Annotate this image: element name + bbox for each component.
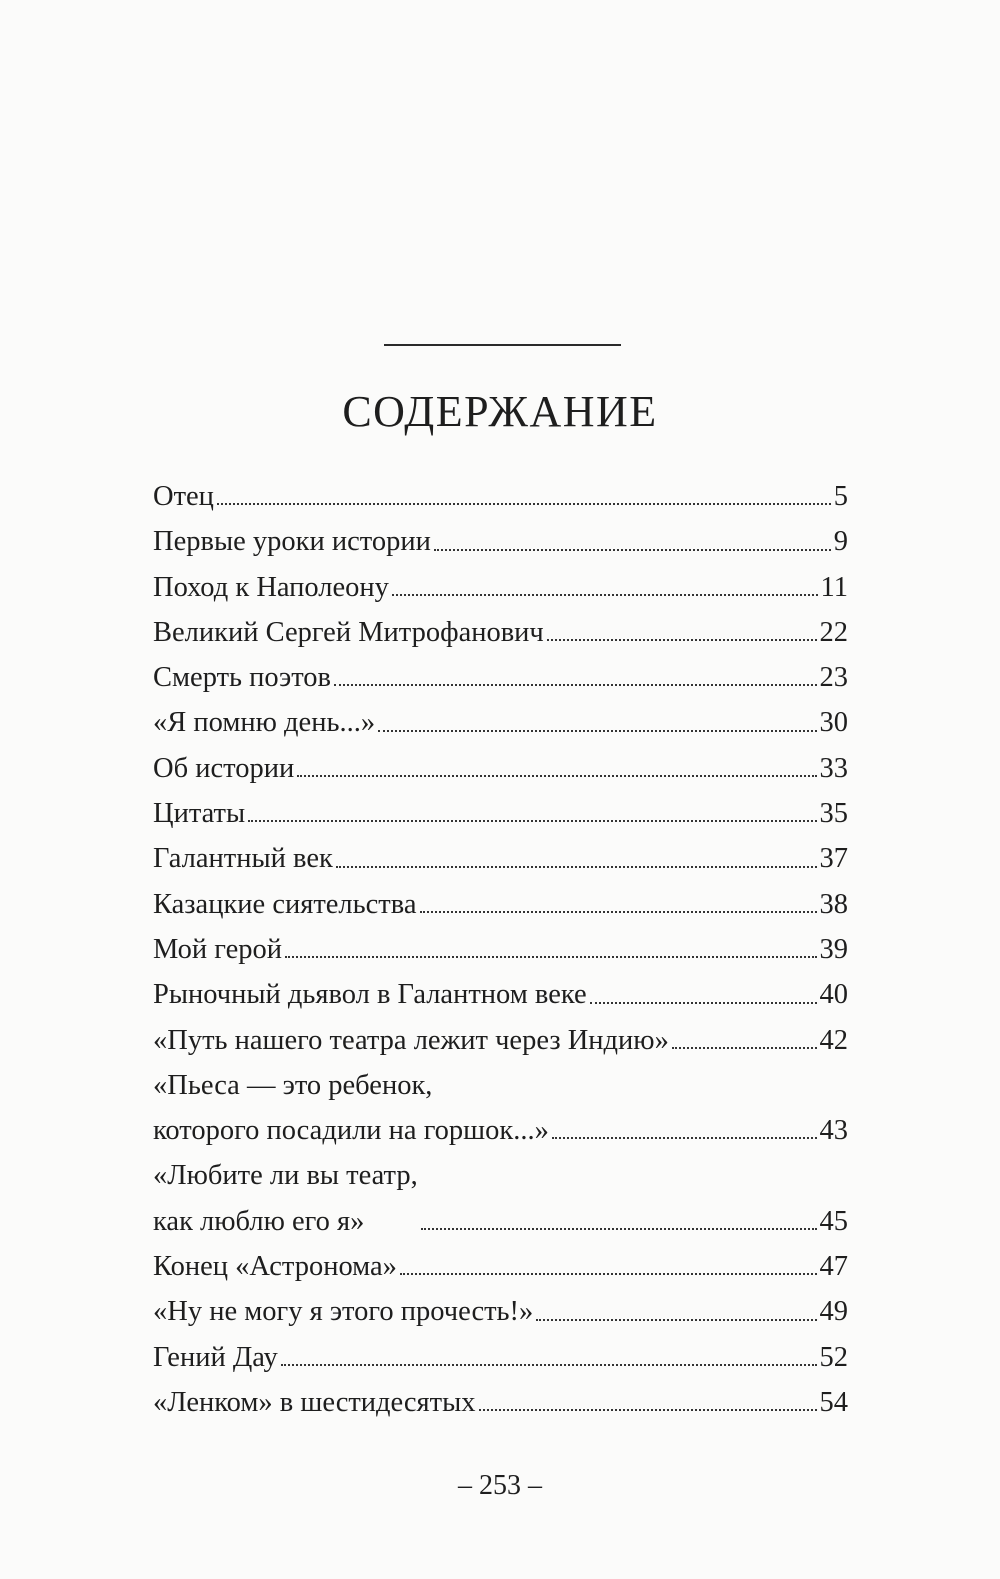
toc-entry <box>153 1018 848 1063</box>
toc-entry <box>153 791 848 836</box>
toc-entry <box>153 565 848 610</box>
dot-leader <box>421 1228 817 1230</box>
dot-leader <box>434 549 831 551</box>
toc-entry-title: Казацкие сиятельства <box>153 888 417 920</box>
toc-entry-title: Поход к Наполеону <box>153 571 389 603</box>
toc-entry-page: 42 <box>819 1024 848 1056</box>
dot-leader <box>281 1364 817 1366</box>
toc-entry-page: 23 <box>819 662 848 694</box>
toc-entry <box>153 610 848 655</box>
toc-entry-page: 49 <box>819 1296 848 1328</box>
heading-rule <box>384 344 621 346</box>
toc-entry <box>153 1335 848 1380</box>
toc-entry <box>153 972 848 1017</box>
dot-leader <box>297 775 816 777</box>
toc-entry <box>153 1380 848 1425</box>
toc-entry-page: 37 <box>819 843 848 875</box>
toc-entry-page: 30 <box>819 707 848 739</box>
dot-leader <box>336 866 817 868</box>
toc-entry <box>153 746 848 791</box>
toc-entry <box>153 927 848 972</box>
page-number: – 253 – <box>458 1470 542 1501</box>
toc-entry-page: 9 <box>833 526 848 558</box>
toc-entry-title: «Я помню день...» <box>153 707 376 739</box>
toc-entry <box>153 655 848 700</box>
dot-leader <box>392 594 818 596</box>
toc-entry <box>153 836 848 881</box>
dot-leader <box>479 1409 817 1411</box>
toc-entry-page: 5 <box>833 481 848 512</box>
toc-entry-title: «Любите ли вы театр, как люблю его я» <box>153 1160 418 1237</box>
toc-entry-title: Рыночный дьявол в Галантном веке <box>153 979 587 1011</box>
dot-leader <box>420 911 817 913</box>
toc-entry-page: 52 <box>819 1341 848 1373</box>
toc-entry-title: Отец <box>153 481 214 512</box>
toc-entry-page: 11 <box>820 571 848 603</box>
toc-entry-title: Первые уроки истории <box>153 526 431 558</box>
dot-leader <box>547 639 817 641</box>
toc-entry-title: Мой герой <box>153 933 282 965</box>
toc-entry-page: 39 <box>819 933 848 965</box>
toc-entry-title: Конец «Астронома» <box>153 1251 397 1283</box>
toc-entry-title: Об истории <box>153 752 295 784</box>
toc-entry-page: 43 <box>819 1115 848 1147</box>
dot-leader <box>334 684 816 686</box>
toc-entry-title: Цитаты <box>153 798 246 830</box>
toc-entry-title: Смерть поэтов <box>153 662 332 694</box>
page-title: СОДЕРЖАНИЕ <box>342 387 658 436</box>
toc-entry-page: 38 <box>819 888 848 920</box>
dot-leader <box>536 1319 816 1321</box>
table-of-contents <box>153 474 848 1425</box>
toc-entry-title: Гений Дау <box>153 1341 278 1373</box>
dot-leader <box>248 820 816 822</box>
toc-entry-title: Галантный век <box>153 843 333 875</box>
dot-leader <box>552 1137 817 1139</box>
toc-entry <box>153 1289 848 1334</box>
toc-entry-page: 35 <box>819 798 848 830</box>
dot-leader <box>285 956 817 958</box>
toc-entry-page: 54 <box>819 1386 848 1418</box>
dot-leader <box>590 1002 817 1004</box>
toc-entry-page: 47 <box>819 1251 848 1283</box>
toc-entry-page: 45 <box>819 1205 848 1237</box>
toc-entry <box>153 700 848 745</box>
toc-entry <box>153 882 848 927</box>
dot-leader <box>217 503 831 505</box>
toc-entry <box>153 1244 848 1289</box>
toc-entry-title: «Ленком» в шестидесятых <box>153 1386 476 1418</box>
toc-entry-title: «Пьеса — это ребенок, которого посадили на горшок...» <box>153 1069 549 1147</box>
toc-entry <box>153 1153 848 1244</box>
dot-leader <box>378 730 816 732</box>
toc-entry-title: Великий Сергей Митрофанович <box>153 616 544 648</box>
toc-entry-page: 22 <box>819 616 848 648</box>
toc-entry <box>153 1063 848 1154</box>
toc-entry-title: «Ну не могу я этого прочесть!» <box>153 1296 534 1328</box>
toc-entry-page: 33 <box>819 752 848 784</box>
toc-entry-title: «Путь нашего театра лежит через Индию» <box>153 1024 669 1056</box>
toc-entry <box>153 474 848 519</box>
toc-entry <box>153 519 848 564</box>
toc-entry-page: 40 <box>819 979 848 1011</box>
dot-leader <box>672 1047 817 1049</box>
dot-leader <box>400 1273 817 1275</box>
